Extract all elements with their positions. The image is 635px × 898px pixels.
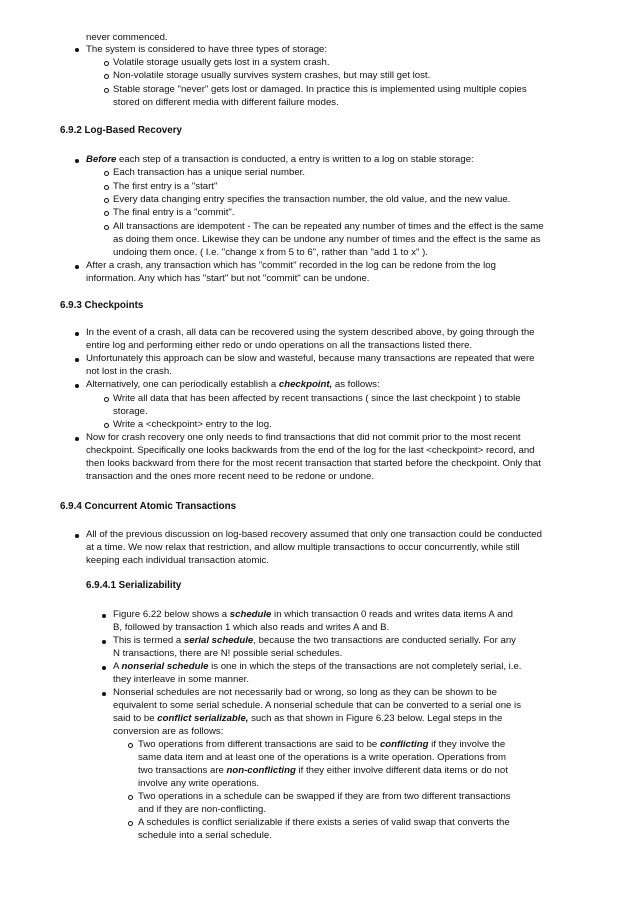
section-heading: 6.9.3 Checkpoints xyxy=(60,300,144,311)
bullet-circle xyxy=(128,795,133,800)
bullet-circle xyxy=(104,423,109,428)
text-line: two transactions are non-conflicting if they either involve different data items or do not xyxy=(138,765,508,776)
text-line: Figure 6.22 below shows a schedule in which transaction 0 reads and writes data items A and xyxy=(113,609,513,620)
text-line: Each transaction has a unique serial number. xyxy=(113,167,305,178)
text-line: conversion are as follows: xyxy=(113,726,224,737)
bullet-circle xyxy=(104,88,109,93)
text-line: not lost in the crash. xyxy=(86,366,172,377)
bullet-circle xyxy=(104,198,109,203)
text-line: stored on different media with different failure modes. xyxy=(113,97,339,108)
bullet-dot xyxy=(75,48,79,52)
bullet-circle xyxy=(104,185,109,190)
text-line: B, followed by transaction 1 which also reads and writes A and B. xyxy=(113,622,390,633)
section-heading: 6.9.4 Concurrent Atomic Transactions xyxy=(60,501,237,512)
text-line: entire log and performing either redo or undo operations on all the transactions listed there. xyxy=(86,340,473,351)
text-line: Nonserial schedules are not necessarily bad or wrong, so long as they can be shown to be xyxy=(113,687,497,698)
text-line: The final entry is a "commit". xyxy=(113,207,235,218)
bullet-dot xyxy=(75,534,79,538)
text-line: Stable storage "never" gets lost or damaged. In practice this is implemented using multiple copies xyxy=(113,84,527,95)
text-line: N transactions, there are N! possible serial schedules. xyxy=(113,648,343,659)
bullet-circle xyxy=(128,821,133,826)
bullet-dot xyxy=(102,666,106,670)
subsection-heading: 6.9.4.1 Serializability xyxy=(86,580,182,591)
text-line: transaction and the ones more recent need to be redone or undone. xyxy=(86,471,375,482)
bullet-dot xyxy=(102,640,106,644)
text-line: After a crash, any transaction which has "commit" recorded in the log can be redone from the log xyxy=(86,260,496,271)
text-line: Before each step of a transaction is conducted, a entry is written to a log on stable storage: xyxy=(86,154,474,165)
bullet-circle xyxy=(104,61,109,66)
text-line: Two operations in a schedule can be swapped if they are from two different transactions xyxy=(138,791,511,802)
text-line: Two operations from different transactions are said to be conflicting if they involve the xyxy=(138,739,506,750)
text-line: A nonserial schedule is one in which the steps of the transactions are not completely serial, i.e. xyxy=(113,661,522,672)
text-line: Unfortunately this approach can be slow and wasteful, because many transactions are repeated that were xyxy=(86,353,535,364)
bullet-dot xyxy=(102,614,106,618)
text-line: Non-volatile storage usually survives system crashes, but may still get lost. xyxy=(113,70,431,81)
bullet-circle xyxy=(104,225,109,230)
text-line: checkpoint. Specifically one looks backwards from the end of the log for the last <checkpoint> record, and xyxy=(86,445,535,456)
text-line: said to be conflict serializable, such as that shown in Figure 6.23 below. Legal steps in the xyxy=(113,713,503,724)
text-line: equivalent to some serial schedule. A nonserial schedule that can be converted to a serial one is xyxy=(113,700,521,711)
bullet-circle xyxy=(104,171,109,176)
text-line: at a time. We now relax that restriction, and allow multiple transactions to occur concurrently, while still xyxy=(86,542,520,553)
bullet-dot xyxy=(75,358,79,362)
bullet-circle xyxy=(104,211,109,216)
bullet-dot xyxy=(75,159,79,163)
text-line: Write a <checkpoint> entry to the log. xyxy=(113,419,272,430)
text-line: as doing them once. Likewise they can be undone any number of times and the effect is the same as xyxy=(113,234,541,245)
text-line: Now for crash recovery one only needs to find transactions that did not commit prior to the most recent xyxy=(86,432,521,443)
text-line: schedule into a serial schedule. xyxy=(138,830,272,841)
text-line: then looks backward from there for the most recent transaction that started before the checkpoint. Only that xyxy=(86,458,541,469)
bullet-dot xyxy=(102,692,106,696)
text-line: Every data changing entry specifies the transaction number, the old value, and the new value. xyxy=(113,194,511,205)
bullet-dot xyxy=(75,437,79,441)
text-line: Volatile storage usually gets lost in a system crash. xyxy=(113,57,330,68)
text-line: This is termed a serial schedule, because the two transactions are conducted serially. For any xyxy=(113,635,516,646)
text-line: never commenced. xyxy=(86,32,168,43)
text-line: A schedules is conflict serializable if there exists a series of valid swap that converts the xyxy=(138,817,510,828)
bullet-dot xyxy=(75,332,79,336)
text-line: they interleave in some manner. xyxy=(113,674,249,685)
text-line: keeping each individual transaction atomic. xyxy=(86,555,269,566)
text-line: undoing them once. ( I.e. "change x from 5 to 6", rather than "add 1 to x" ). xyxy=(113,247,428,258)
text-line: Write all data that has been affected by recent transactions ( since the last checkpoint ) to stable xyxy=(113,393,521,404)
text-line: and if they are non-conflicting. xyxy=(138,804,266,815)
bullet-circle xyxy=(104,397,109,402)
text-line: All of the previous discussion on log-based recovery assumed that only one transaction could be conducted xyxy=(86,529,542,540)
section-heading: 6.9.2 Log-Based Recovery xyxy=(60,125,182,136)
bullet-dot xyxy=(75,384,79,388)
text-line: information. Any which has "start" but not "commit" can be undone. xyxy=(86,273,370,284)
text-line: In the event of a crash, all data can be recovered using the system described above, by going through the xyxy=(86,327,535,338)
text-line: Alternatively, one can periodically establish a checkpoint, as follows: xyxy=(86,379,380,390)
bullet-circle xyxy=(128,743,133,748)
bullet-dot xyxy=(75,265,79,269)
bullet-circle xyxy=(104,74,109,79)
text-line: involve any write operations. xyxy=(138,778,260,789)
text-line: All transactions are idempotent - The can be repeated any number of times and the effect is the same xyxy=(113,221,544,232)
text-line: storage. xyxy=(113,406,148,417)
text-line: The system is considered to have three types of storage: xyxy=(86,44,328,55)
text-line: same data item and at least one of the operations is a write operation. Operations from xyxy=(138,752,506,763)
text-line: The first entry is a "start" xyxy=(113,181,218,192)
